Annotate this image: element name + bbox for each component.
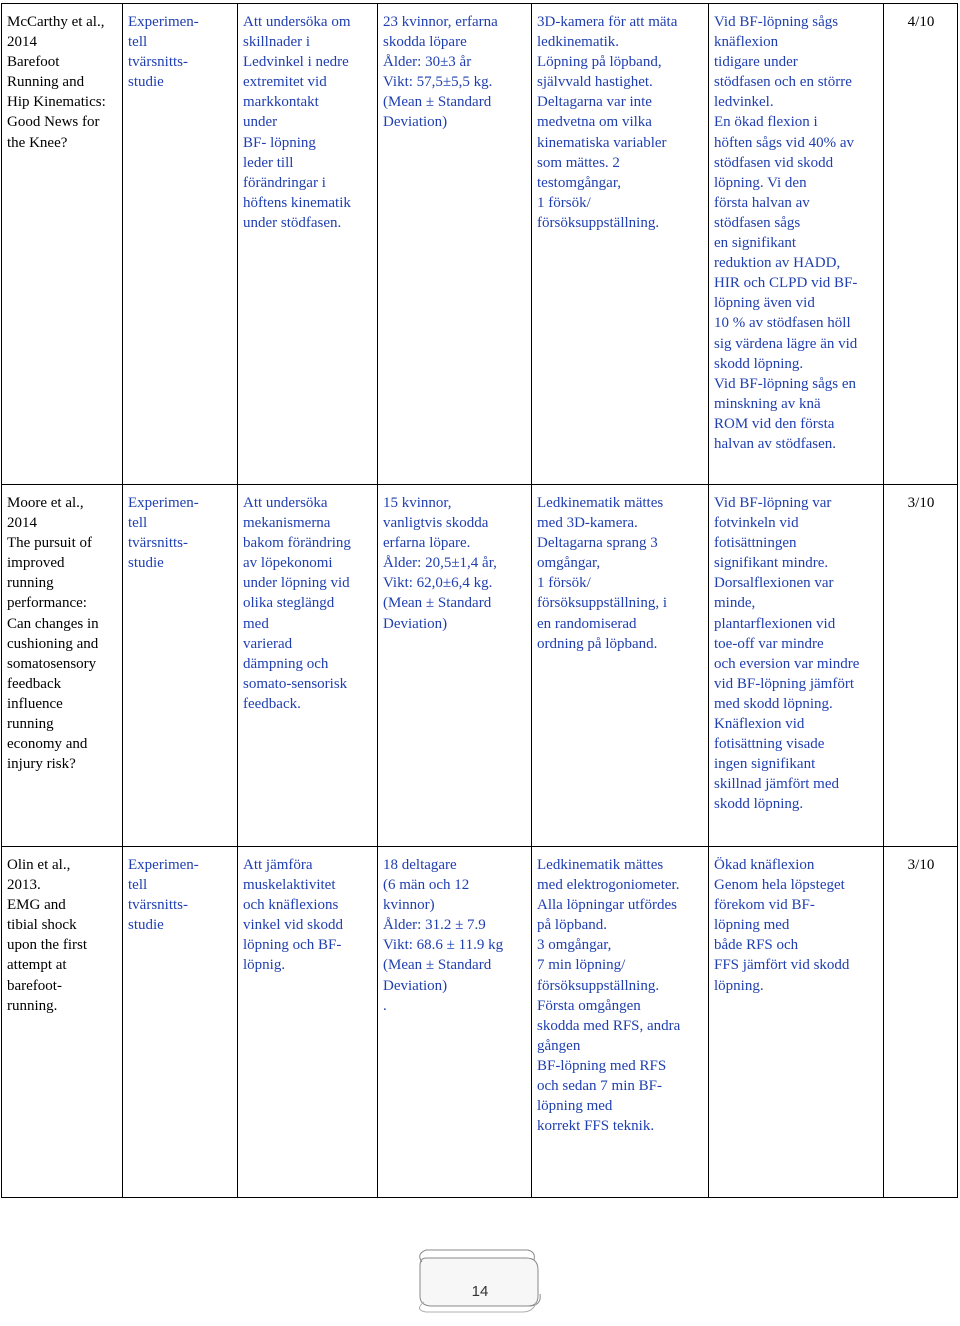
table-row [2, 847, 958, 1198]
participants-cell: 23 kvinnor, erfarna skodda löpare Ålder: 30±3 år Vikt: 57,5±5,5 kg. (Mean ± Standard Deviation) [378, 4, 532, 485]
page-number: 14 [471, 1283, 489, 1300]
participants-cell: 15 kvinnor, vanligtvis skodda erfarna löpare. Ålder: 20,5±1,4 år, Vikt: 62,0±6,4 kg. (Mean ± Standard Deviation) [378, 485, 532, 847]
quality-score-cell: 4/10 [884, 4, 958, 485]
method-cell: Ledkinematik mättes med elektrogoniometer. Alla löpningar utfördes på löpband. 3 omgångar, 7 min löpning/ försöksuppställning. Första omgången skodda med RFS, andra gången BF-löpning med RFS och sedan 7 min BF- löpning med korrekt FFS teknik. [532, 847, 709, 1198]
design-cell: Experimen- tell tvärsnitts- studie [123, 847, 238, 1198]
quality-score-cell: 3/10 [884, 847, 958, 1198]
method-cell: 3D-kamera för att mäta ledkinematik. Löpning på löpband, självvald hastighet. Deltagarna var inte medvetna om vilka kinematiska variabler som mättes. 2 testomgångar, 1 försök/ försöksuppställning. [532, 4, 709, 485]
table-row [2, 4, 958, 485]
design-cell: Experimen- tell tvärsnitts- studie [123, 4, 238, 485]
author-cell: McCarthy et al., 2014 Barefoot Running and Hip Kinematics: Good News for the Knee? [2, 4, 123, 485]
result-cell: Vid BF-löpning var fotvinkeln vid fotisättningen signifikant mindre. Dorsalflexionen var minde, plantarflexionen vid toe-off var mindre och eversion var mindre vid BF-löpning jämfört med skodd löpning. Knäflexion vid fotisättning visade ingen signifikant skillnad jämfört med skodd löpning. [709, 485, 884, 847]
table-row [2, 485, 958, 847]
quality-score-cell: 3/10 [884, 485, 958, 847]
result-cell: Ökad knäflexion Genom hela löpsteget förekom vid BF- löpning med både RFS och FFS jämfört vid skodd löpning. [709, 847, 884, 1198]
author-cell: Olin et al., 2013. EMG and tibial shock upon the first attempt at barefoot- running. [2, 847, 123, 1198]
aim-cell: Att jämföra muskelaktivitet och knäflexions vinkel vid skodd löpning och BF- löpnig. [238, 847, 378, 1198]
literature-review-table [1, 3, 958, 1198]
page-footer [0, 1240, 960, 1316]
author-cell: Moore et al., 2014 The pursuit of improved running performance: Can changes in cushioning and somatosensory feedback influence running economy and injury risk? [2, 485, 123, 847]
participants-cell: 18 deltagare (6 män och 12 kvinnor) Ålder: 31.2 ± 7.9 Vikt: 68.6 ± 11.9 kg (Mean ± Standard Deviation) . [378, 847, 532, 1198]
aim-cell: Att undersöka om skillnader i Ledvinkel i nedre extremitet vid markkontakt under BF- löpning leder till förändringar i höftens kinematik under stödfasen. [238, 4, 378, 485]
page-scroll-ornament [412, 1240, 548, 1316]
aim-cell: Att undersöka mekanismerna bakom förändring av löpekonomi under löpning vid olika steglängd med varierad dämpning och somato-sensorisk feedback. [238, 485, 378, 847]
design-cell: Experimen- tell tvärsnitts- studie [123, 485, 238, 847]
result-cell: Vid BF-löpning sågs knäflexion tidigare under stödfasen och en större ledvinkel. En ökad flexion i höften sågs vid 40% av stödfasen vid skodd löpning. Vi den första halvan av stödfasen sågs en signifikant reduktion av HADD, HIR och CLPD vid BF- löpning även vid 10 % av stödfasen höll sig värdena lägre än vid skodd löpning. Vid BF-löpning sågs en minskning av knä ROM vid den första halvan av stödfasen. [709, 4, 884, 485]
method-cell: Ledkinematik mättes med 3D-kamera. Deltagarna sprang 3 omgångar, 1 försök/ försöksuppställning, i en randomiserad ordning på löpband. [532, 485, 709, 847]
